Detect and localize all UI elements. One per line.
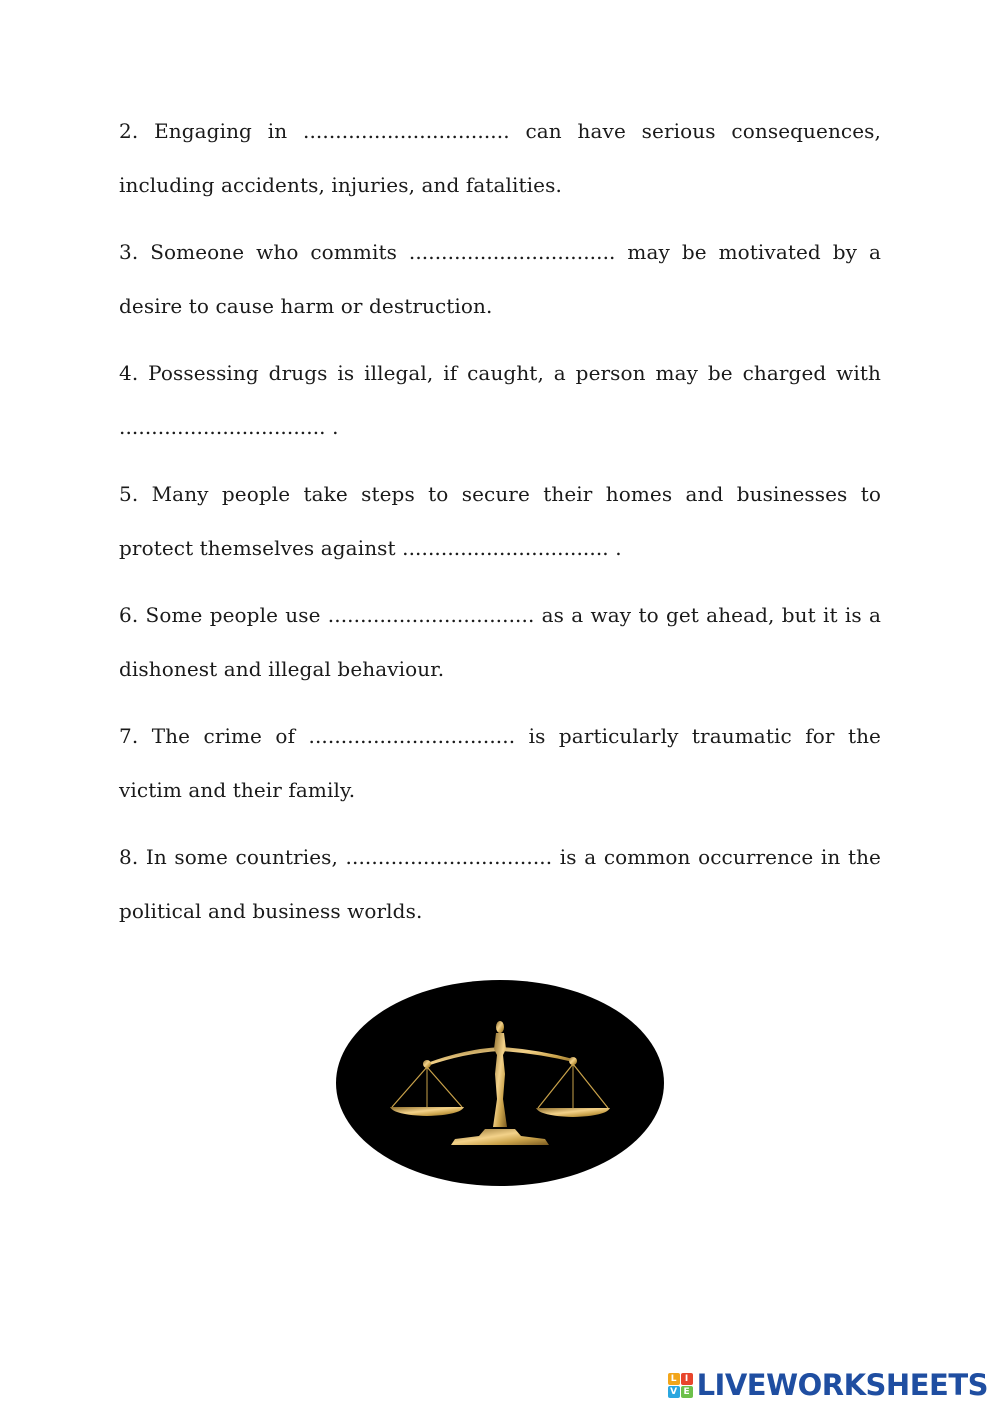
question-7: 7. The crime of ................................ is particularly traumatic for the victim and their family. xyxy=(119,724,881,802)
logo-mark-cell: V xyxy=(668,1386,680,1398)
question-8: 8. In some countries, ................................ is a common occurrence in the political and business worlds. xyxy=(119,845,881,923)
logo-mark-cell: L xyxy=(668,1373,680,1385)
question-6: 6. Some people use ................................ as a way to get ahead, but it is a dishonest and illegal behaviour. xyxy=(119,603,881,681)
brand-name: LIVEWORKSHEETS xyxy=(696,1368,988,1402)
question-4: 4. Possessing drugs is illegal, if caught, a person may be charged with ................................ . xyxy=(119,361,881,439)
liveworksheets-logo xyxy=(668,1368,988,1402)
question-2: 2. Engaging in ................................ can have serious consequences, including accidents, injuries, and fatalities. xyxy=(119,119,881,197)
scales-of-justice-icon xyxy=(335,979,665,1187)
logo-mark-cell: E xyxy=(681,1386,693,1398)
worksheet-questions xyxy=(119,104,881,951)
logo-mark-cell: I xyxy=(681,1373,693,1385)
liveworksheets-mark-icon xyxy=(668,1373,693,1398)
question-5: 5. Many people take steps to secure their homes and businesses to protect themselves against ................................ . xyxy=(119,482,881,560)
question-3: 3. Someone who commits ................................ may be motivated by a desire to cause harm or destruction. xyxy=(119,240,881,318)
